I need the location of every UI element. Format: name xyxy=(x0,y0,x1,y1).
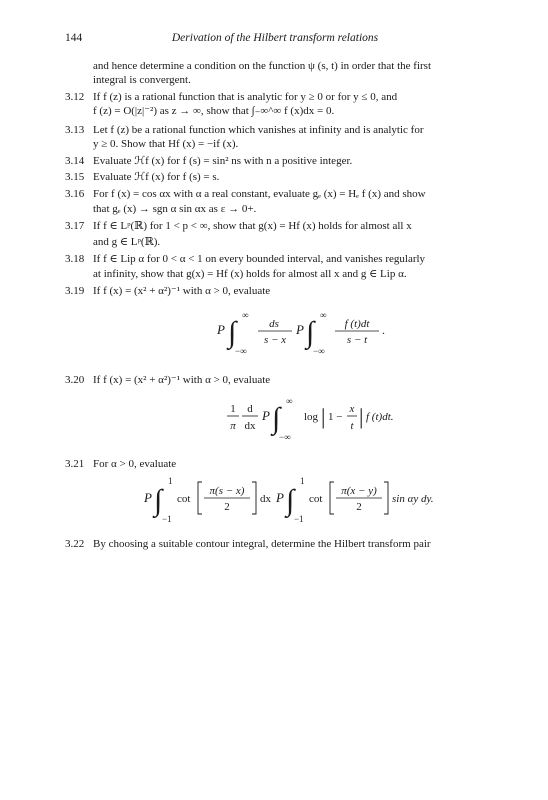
lower-limit: −1 xyxy=(294,514,304,524)
numerator: π(s − x) xyxy=(209,485,245,497)
numerator-one: 1 xyxy=(230,403,236,415)
text-line: that gₑ (x) → sgn α sin αx as ε → 0+. xyxy=(93,203,257,215)
denominator: 2 xyxy=(356,501,362,513)
text-line: If f (x) = (x² + α²)⁻¹ with α > 0, evaluate xyxy=(93,285,271,297)
text-line: and g ∈ Lᵖ(ℝ). xyxy=(93,236,161,248)
dx-label: dx xyxy=(260,493,271,505)
equation-3-21 xyxy=(140,472,460,527)
equation-3-19 xyxy=(210,305,470,360)
running-header xyxy=(65,32,485,48)
denominator-t: t xyxy=(350,420,354,432)
text-line: and hence determine a condition on the function ψ (s, t) in order that the first xyxy=(93,60,432,72)
denominator-dx: dx xyxy=(244,420,256,432)
text-line: If f (z) is a rational function that is analytic for y ≥ 0 or for y ≤ 0, and xyxy=(93,91,398,103)
log-label: log xyxy=(304,411,319,423)
text-line: If f (x) = (x² + α²)⁻¹ with α > 0, evaluate xyxy=(93,374,271,386)
upper-limit: ∞ xyxy=(242,310,249,320)
denominator: s − x xyxy=(263,334,287,346)
text-line: For α > 0, evaluate xyxy=(93,458,177,470)
lower-limit: −∞ xyxy=(235,346,247,356)
exercise-number: 3.12 xyxy=(65,91,85,103)
exercise-number: 3.15 xyxy=(65,171,85,183)
exercise-number: 3.16 xyxy=(65,188,85,200)
abs-bar-left: | xyxy=(321,404,326,429)
denominator: 2 xyxy=(224,501,230,513)
text-line: Evaluate ℋf (x) for f (s) = s. xyxy=(93,171,220,183)
exercise-number: 3.19 xyxy=(65,285,85,297)
exercise-number: 3.17 xyxy=(65,220,85,232)
exercise-number: 3.14 xyxy=(65,155,85,167)
period: . xyxy=(382,323,385,337)
lower-limit: −1 xyxy=(162,514,172,524)
text-line: f (z) = O(|z|⁻²) as z → ∞, show that ∫₋∞^∞ f (x)dx = 0. xyxy=(93,105,335,117)
text-line: Let f (z) be a rational function which vanishes at infinity and is analytic for xyxy=(93,124,424,136)
numerator-x: x xyxy=(349,403,355,415)
exercise-number: 3.21 xyxy=(65,458,85,470)
denominator-pi: π xyxy=(230,420,236,432)
numerator: f (t)dt xyxy=(344,318,370,330)
integral-sign: ∫ xyxy=(154,484,163,517)
exercise-number: 3.20 xyxy=(65,374,85,386)
text-line: If f ∈ Lᵖ(ℝ) for 1 < p < ∞, show that g(x) = Hf (x) holds for almost all x xyxy=(93,220,412,232)
principal-value-p: P xyxy=(262,408,270,423)
text-line: By choosing a suitable contour integral, determine the Hilbert transform pair xyxy=(93,538,431,550)
integral-sign: ∫ xyxy=(286,484,295,517)
upper-limit: 1 xyxy=(168,476,173,486)
bracket-right xyxy=(384,482,388,514)
principal-value-p: P xyxy=(276,490,284,505)
text-line: For f (x) = cos αx with α a real constant, evaluate gₑ (x) = Hₑ f (x) and show xyxy=(93,188,426,200)
principal-value-p: P xyxy=(144,490,152,505)
bracket-left xyxy=(198,482,202,514)
one-minus: 1 − xyxy=(328,411,343,423)
bracket-right xyxy=(252,482,256,514)
text-line: y ≥ 0. Show that Hf (x) = −if (x). xyxy=(93,138,239,150)
text-line: integral is convergent. xyxy=(93,74,191,86)
upper-limit: ∞ xyxy=(320,310,327,320)
page-number: 144 xyxy=(65,32,83,44)
numerator-d: d xyxy=(247,403,253,415)
upper-limit: 1 xyxy=(300,476,305,486)
lower-limit: −∞ xyxy=(313,346,325,356)
cot-label: cot xyxy=(309,493,323,505)
bracket-left xyxy=(330,482,334,514)
principal-value-p: P xyxy=(296,322,304,337)
text-line: Evaluate ℋf (x) for f (s) = sin² ns with n a positive integer. xyxy=(93,155,353,167)
integral-sign: ∫ xyxy=(228,316,237,349)
text-line: If f ∈ Lip α for 0 < α < 1 on every bounded interval, and vanishes regularly xyxy=(93,253,426,265)
exercise-number: 3.18 xyxy=(65,253,85,265)
abs-bar-right: | xyxy=(359,404,364,429)
running-title: Derivation of the Hilbert transform relations xyxy=(171,32,379,44)
cot-label: cot xyxy=(177,493,191,505)
numerator: π(x − y) xyxy=(341,485,377,497)
integral-sign: ∫ xyxy=(306,316,315,349)
integrand-tail: sin αy dy. xyxy=(392,493,434,505)
exercise-number: 3.22 xyxy=(65,538,85,550)
exercise-number: 3.13 xyxy=(65,124,85,136)
text-line: at infinity, show that g(x) = Hf (x) holds for almost all x and g ∈ Lip α. xyxy=(93,268,407,280)
denominator: s − t xyxy=(346,334,368,346)
principal-value-p: P xyxy=(217,322,225,337)
equation-3-20 xyxy=(225,393,485,448)
integral-sign: ∫ xyxy=(272,402,281,435)
upper-limit: ∞ xyxy=(286,396,293,406)
numerator: ds xyxy=(269,318,279,330)
lower-limit: −∞ xyxy=(279,432,291,442)
integrand: f (t)dt. xyxy=(366,411,394,423)
